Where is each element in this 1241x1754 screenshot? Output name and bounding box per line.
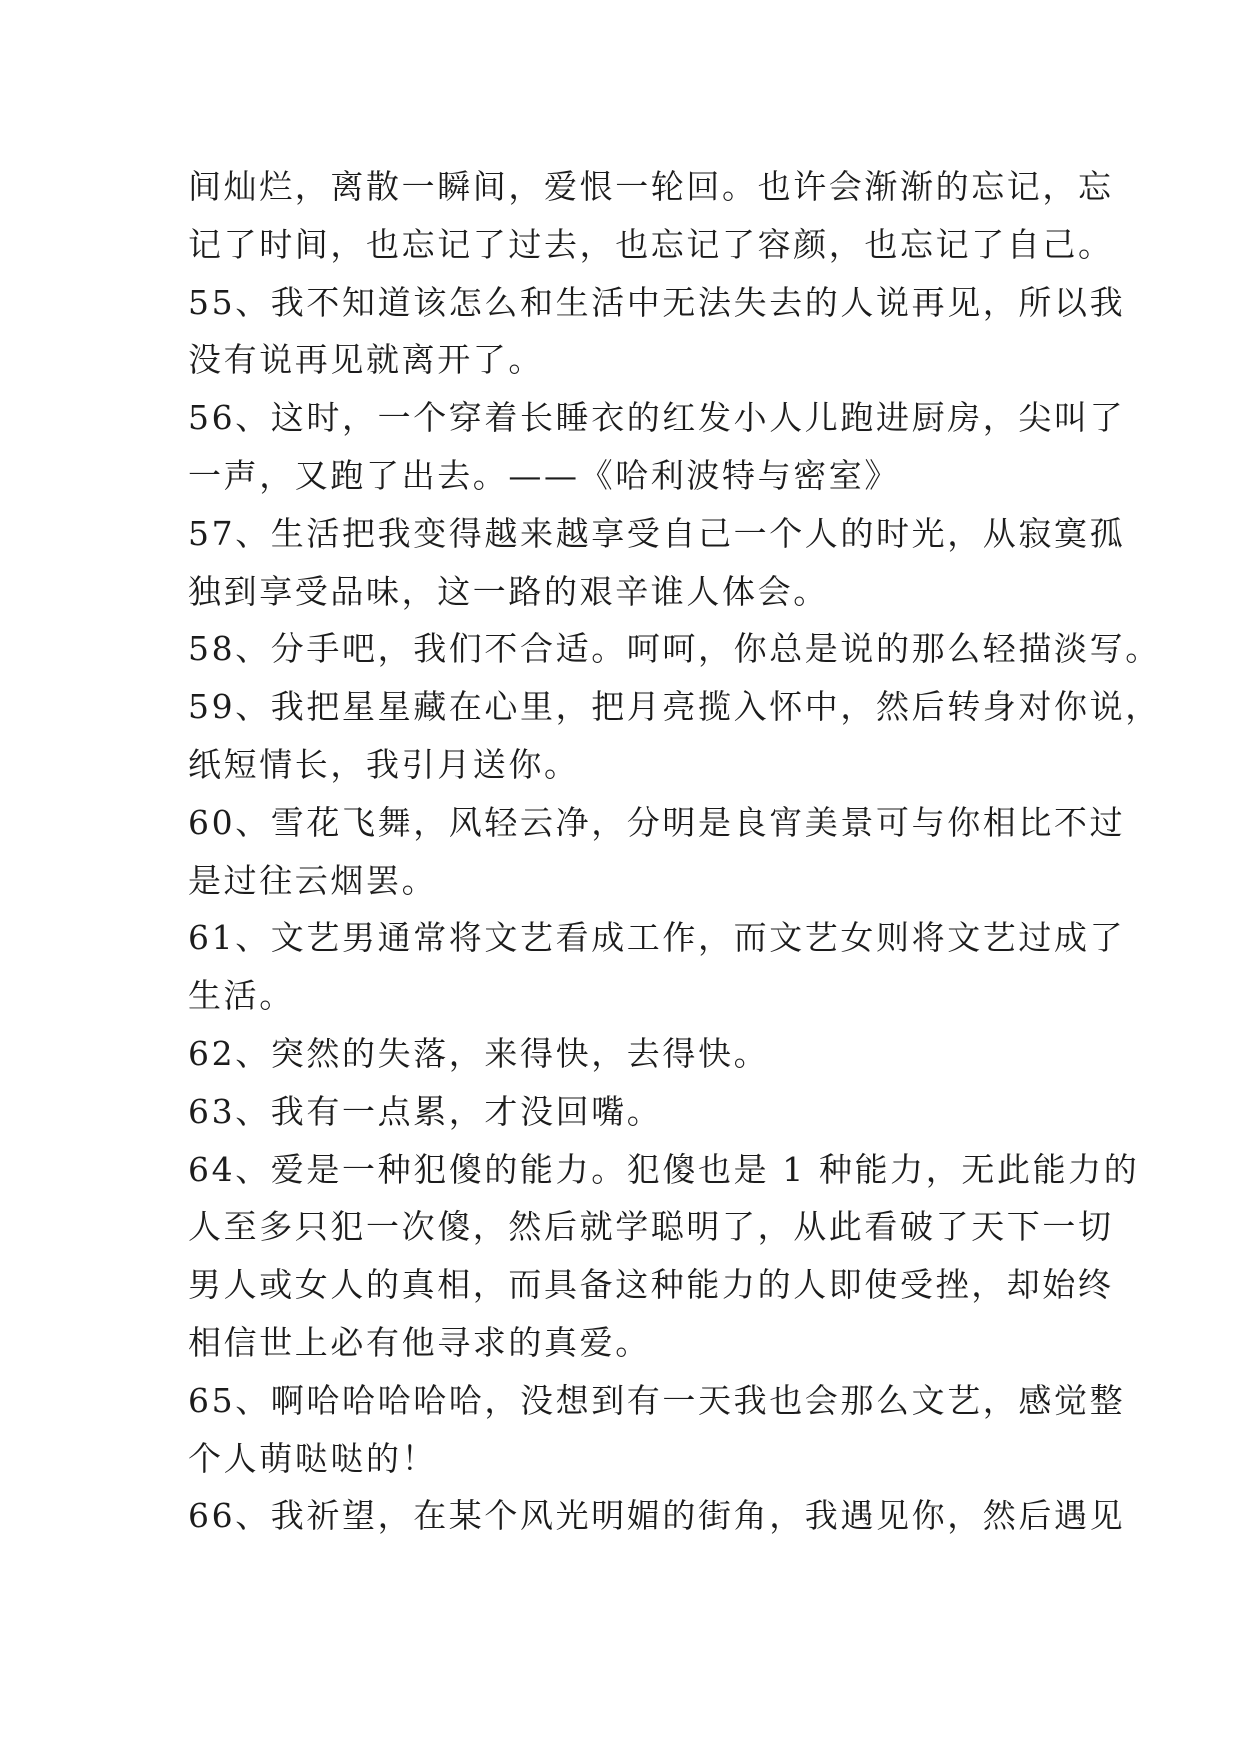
text-line: 61、文艺男通常将文艺看成工作，而文艺女则将文艺过成了	[188, 918, 1126, 958]
text-line: 62、突然的失落，来得快，去得快。	[188, 1033, 770, 1073]
body-text	[188, 158, 1228, 1545]
text-line: 56、这时，一个穿着长睡衣的红发小人儿跑进厨房，尖叫了	[188, 398, 1126, 438]
text-line: 一声，又跑了出去。——《哈利波特与密室》	[188, 455, 900, 495]
text-line: 55、我不知道该怎么和生活中无法失去的人说再见，所以我	[188, 282, 1126, 322]
text-line: 58、分手吧，我们不合适。呵呵，你总是说的那么轻描淡写。	[188, 629, 1161, 669]
text-line: 个人萌哒哒的！	[188, 1438, 438, 1478]
text-line: 间灿烂，离散一瞬间，爱恨一轮回。也许会渐渐的忘记，忘	[188, 167, 1114, 206]
text-line: 独到享受品味，这一路的艰辛谁人体会。	[188, 571, 829, 611]
text-line: 57、生活把我变得越来越享受自己一个人的时光，从寂寞孤	[188, 513, 1126, 553]
text-line: 59、我把星星藏在心里，把月亮揽入怀中，然后转身对你说，	[188, 687, 1161, 727]
text-line: 纸短情长，我引月送你。	[188, 744, 580, 784]
text-line: 64、爱是一种犯傻的能力。犯傻也是 1 种能力，无此能力的	[188, 1149, 1140, 1189]
text-line: 男人或女人的真相，而具备这种能力的人即使受挫，却始终	[188, 1265, 1114, 1305]
text-line: 65、啊哈哈哈哈哈，没想到有一天我也会那么文艺，感觉整	[188, 1380, 1126, 1420]
text-line: 60、雪花飞舞，风轻云净，分明是良宵美景可与你相比不过	[188, 802, 1126, 842]
text-line: 没有说再见就离开了。	[188, 340, 544, 380]
text-line: 63、我有一点累，才没回嘴。	[188, 1091, 663, 1131]
text-line: 生活。	[188, 976, 295, 1016]
text-line: 相信世上必有他寻求的真爱。	[188, 1322, 651, 1362]
text-line: 是过往云烟罢。	[188, 860, 438, 900]
text-line: 记了时间，也忘记了过去，也忘记了容颜，也忘记了自己。	[188, 224, 1114, 264]
text-line: 66、我祈望，在某个风光明媚的街角，我遇见你，然后遇见	[188, 1496, 1126, 1536]
text-line: 人至多只犯一次傻，然后就学聪明了，从此看破了天下一切	[188, 1207, 1114, 1247]
